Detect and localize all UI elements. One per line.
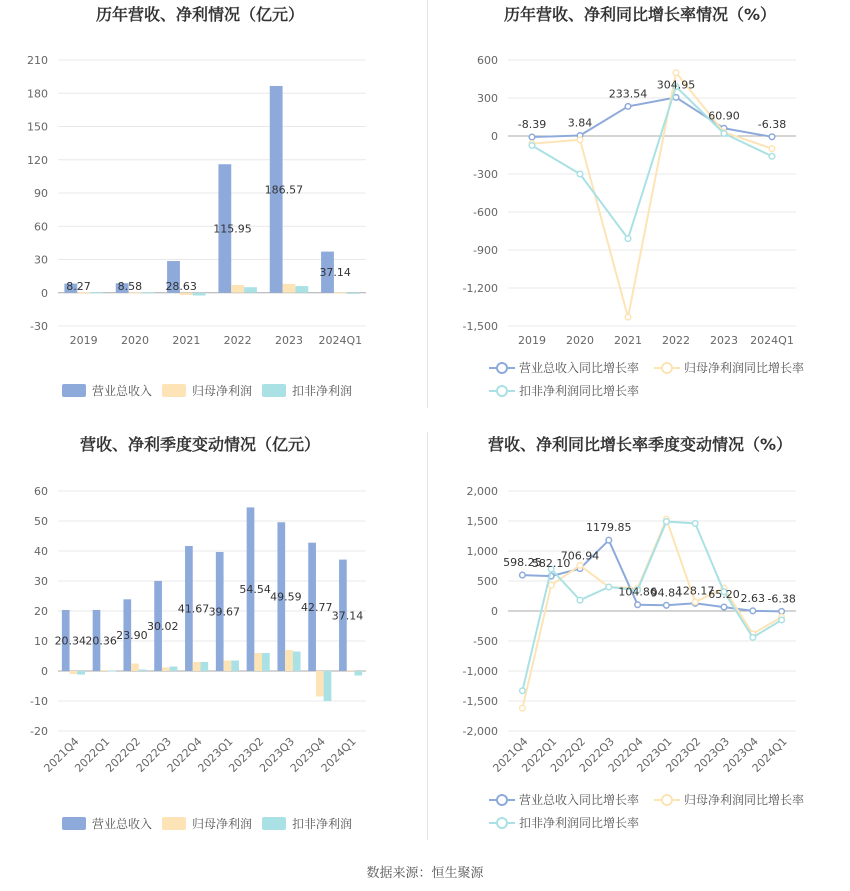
bar	[244, 287, 257, 293]
x-tick-label: 2023Q2	[663, 734, 704, 775]
x-tick-label: 2023Q2	[226, 734, 267, 775]
data-label: 8.27	[66, 279, 91, 293]
x-tick-label: 2024Q1	[318, 734, 359, 775]
legend-item[interactable]	[654, 792, 804, 807]
legend-item[interactable]	[654, 360, 804, 375]
data-label: 37.14	[331, 609, 364, 623]
bar	[324, 671, 332, 701]
bar	[180, 293, 193, 295]
legend-label: 扣非净利润同比增长率	[519, 816, 640, 830]
legend-item[interactable]	[62, 383, 152, 398]
x-tick-label: 2021Q4	[490, 734, 531, 775]
bar	[285, 650, 293, 671]
data-label: 115.95	[213, 222, 252, 236]
x-tick-label: 2021Q4	[41, 734, 82, 775]
x-tick-label: 2023Q3	[257, 734, 298, 775]
y-tick-label: 300	[477, 92, 498, 105]
x-tick-label: 2023	[710, 334, 738, 347]
series-point	[606, 584, 612, 590]
data-label: 41.67	[177, 602, 210, 616]
chart-title: 历年营收、净利同比增长率情况（%）	[503, 5, 777, 24]
chart-quarterly-growth-rate-svg	[425, 430, 850, 860]
data-label: 60.90	[708, 109, 740, 123]
data-label: 582.10	[531, 557, 571, 571]
bar	[108, 670, 116, 671]
data-label: 42.77	[300, 600, 333, 614]
legend-label: 扣非净利润	[292, 817, 353, 831]
bar	[224, 661, 232, 672]
series-point	[577, 137, 583, 143]
x-tick-label: 2022Q4	[164, 734, 205, 775]
legend-swatch-marker	[662, 363, 672, 373]
chart-annual-growth-rate	[425, 0, 850, 430]
y-tick-label: 2,000	[466, 485, 498, 498]
y-tick-label: 0	[491, 605, 498, 618]
legend-swatch	[162, 384, 186, 397]
data-label: 128.17	[675, 584, 715, 598]
bar	[131, 664, 139, 672]
series-point	[692, 521, 698, 527]
y-tick-label: -1,000	[462, 665, 498, 678]
legend-swatch	[62, 817, 86, 830]
y-tick-label: 60	[34, 220, 48, 234]
bar	[354, 671, 362, 676]
series-point	[548, 582, 554, 588]
bar	[100, 670, 108, 671]
y-tick-label: 180	[27, 87, 48, 101]
x-tick-label: 2023	[275, 334, 303, 347]
chart-annual-growth-rate-svg	[425, 0, 850, 430]
legend-item[interactable]	[162, 816, 252, 831]
vertical-divider-bottom	[427, 432, 428, 840]
y-tick-label: 20	[34, 605, 48, 618]
data-label: 28.63	[165, 279, 197, 293]
x-tick-label: 2022Q4	[605, 734, 646, 775]
legend-swatch-marker	[497, 795, 507, 805]
series-point	[692, 599, 698, 605]
series-point	[520, 572, 526, 578]
y-tick-label: 10	[34, 635, 48, 648]
series-point	[529, 143, 535, 149]
x-tick-label: 2023Q1	[195, 734, 236, 775]
chart-title: 营收、净利同比增长率季度变动情况（%）	[487, 435, 793, 454]
y-tick-label: 40	[34, 545, 48, 558]
series-point	[625, 236, 631, 242]
legend-item[interactable]	[489, 383, 639, 398]
series-point	[769, 153, 775, 159]
series-point	[577, 597, 583, 603]
chart-title: 营收、净利季度变动情况（亿元）	[79, 435, 321, 454]
series-point	[779, 609, 785, 615]
x-tick-label: 2022	[223, 334, 252, 347]
series-point	[769, 134, 775, 140]
y-tick-label: 30	[34, 253, 48, 267]
y-tick-label: -30	[30, 320, 48, 333]
x-tick-label: 2023Q4	[287, 734, 328, 775]
series-point	[721, 604, 727, 610]
legend-swatch-marker	[662, 795, 672, 805]
data-label: -6.38	[757, 117, 787, 131]
y-tick-label: 0	[491, 130, 498, 143]
data-label: 304.95	[656, 78, 696, 92]
x-tick-label: 2022Q1	[519, 734, 560, 775]
data-label: 233.54	[608, 87, 648, 101]
legend-label: 营业总收入同比增长率	[519, 361, 640, 375]
legend-label: 归母净利润同比增长率	[684, 793, 805, 807]
y-tick-label: 50	[34, 515, 48, 528]
x-tick-label: 2024Q1	[750, 334, 794, 347]
data-label: 54.54	[239, 583, 271, 597]
series-point	[750, 635, 756, 641]
legend-item[interactable]	[489, 815, 639, 830]
x-tick-label: 2024Q1	[318, 334, 363, 347]
chart-quarterly-revenue-profit	[0, 430, 425, 860]
series-point	[577, 171, 583, 177]
y-tick-label: -900	[473, 244, 498, 257]
data-label: 23.90	[116, 629, 148, 643]
bar	[77, 671, 85, 675]
series-point	[664, 519, 670, 525]
series-point	[529, 134, 535, 140]
bar	[170, 667, 178, 672]
data-label: 8.58	[117, 279, 143, 293]
data-label: -6.38	[767, 592, 796, 606]
y-tick-label: -300	[473, 168, 498, 181]
y-tick-label: 0	[41, 286, 48, 300]
bar	[347, 670, 355, 671]
data-label: 1179.85	[586, 521, 632, 535]
data-label: 20.34	[54, 634, 87, 648]
bar	[347, 293, 360, 294]
chart-annual-revenue-profit	[0, 0, 425, 430]
bar	[162, 667, 170, 671]
data-label: 49.59	[270, 590, 302, 604]
y-tick-label: 90	[34, 187, 48, 200]
y-tick-label: 1,500	[466, 515, 498, 528]
data-source-note: 数据来源：恒生聚源	[366, 866, 484, 881]
y-tick-label: 60	[34, 485, 48, 498]
y-tick-label: -2,000	[462, 725, 498, 738]
y-tick-label: -1,500	[462, 695, 498, 708]
series-point	[750, 608, 756, 614]
bar	[139, 670, 147, 672]
bar	[254, 653, 262, 671]
chart-quarterly-revenue-profit-svg	[0, 430, 425, 860]
bar	[295, 286, 308, 293]
legend-swatch-marker	[497, 386, 507, 396]
y-tick-label: 1,000	[466, 545, 498, 558]
series-point	[606, 537, 612, 543]
y-tick-label: -1,500	[462, 320, 498, 333]
chart-quarterly-growth-rate	[425, 430, 850, 860]
series-point	[635, 602, 641, 608]
series-point	[577, 563, 583, 569]
bar	[193, 662, 201, 671]
legend-item[interactable]	[489, 792, 639, 807]
bar	[90, 292, 103, 293]
bar	[334, 292, 347, 293]
series-point	[625, 314, 631, 320]
x-tick-label: 2023Q4	[720, 734, 761, 775]
y-tick-label: -600	[473, 206, 498, 219]
chart-title: 历年营收、净利情况（亿元）	[95, 5, 305, 24]
legend-swatch	[262, 384, 286, 397]
x-tick-label: 2022Q2	[103, 734, 144, 775]
y-tick-label: -20	[30, 725, 48, 738]
data-label: 3.84	[567, 116, 593, 130]
y-tick-label: 210	[27, 54, 48, 67]
series-point	[769, 146, 775, 152]
x-tick-label: 2020	[566, 334, 594, 347]
legend-label: 营业总收入	[92, 384, 153, 398]
legend-item[interactable]	[162, 383, 252, 398]
legend-swatch-marker	[497, 363, 507, 373]
x-tick-label: 2019	[69, 334, 98, 347]
data-label: 186.57	[264, 183, 304, 197]
data-label: 94.84	[650, 586, 683, 600]
series-point	[721, 131, 727, 137]
y-tick-label: 500	[477, 575, 498, 588]
bar	[70, 671, 78, 674]
x-tick-label: 2022	[662, 334, 690, 347]
x-tick-label: 2021	[614, 334, 642, 347]
data-label: 20.36	[85, 634, 117, 648]
legend-label: 营业总收入同比增长率	[519, 793, 640, 807]
legend-label: 扣非净利润同比增长率	[519, 384, 640, 398]
bar	[193, 293, 206, 296]
legend-swatch	[162, 817, 186, 830]
bar	[231, 661, 239, 672]
series-point	[520, 688, 526, 694]
series-point	[779, 617, 785, 623]
y-tick-label: 120	[27, 153, 48, 167]
y-tick-label: 30	[34, 575, 48, 588]
legend-label: 扣非净利润	[292, 384, 353, 398]
y-tick-label: -10	[30, 695, 48, 708]
data-label: 30.02	[146, 619, 179, 633]
series-point	[520, 705, 526, 711]
y-tick-label: 600	[477, 54, 498, 67]
bar	[231, 285, 244, 293]
x-tick-label: 2023Q1	[634, 734, 675, 775]
y-tick-label: 0	[41, 665, 48, 678]
x-tick-label: 2020	[121, 334, 149, 347]
x-tick-label: 2022Q3	[576, 734, 617, 775]
series-line	[522, 522, 781, 691]
x-tick-label: 2021	[172, 334, 201, 347]
legend-label: 归母净利润	[192, 384, 253, 398]
bar	[262, 653, 270, 671]
data-label: 65.20	[708, 588, 740, 602]
legend-item[interactable]	[489, 360, 639, 375]
data-label: 598.25	[503, 556, 542, 570]
legend-swatch	[62, 384, 86, 397]
data-label: -8.39	[517, 118, 547, 132]
legend-swatch-marker	[497, 818, 507, 828]
x-tick-label: 2024Q1	[749, 734, 790, 775]
bar	[283, 284, 296, 293]
data-label: 39.67	[208, 605, 241, 619]
x-tick-label: 2022Q1	[72, 734, 113, 775]
series-point	[625, 104, 631, 110]
legend-item[interactable]	[262, 816, 352, 831]
legend-label: 归母净利润	[192, 817, 253, 831]
x-tick-label: 2023Q3	[692, 734, 733, 775]
x-tick-label: 2022Q3	[133, 734, 174, 775]
legend-item[interactable]	[62, 816, 152, 831]
series-line	[522, 519, 781, 708]
x-tick-label: 2019	[518, 334, 546, 347]
vertical-divider-top	[427, 0, 428, 408]
y-tick-label: 150	[27, 120, 48, 134]
y-tick-label: -500	[473, 635, 498, 648]
series-point	[664, 603, 670, 609]
data-label: 37.14	[319, 266, 351, 280]
chart-annual-revenue-profit-svg	[0, 0, 425, 430]
bar	[141, 292, 154, 293]
bar	[200, 662, 208, 671]
data-label: 706.94	[560, 549, 600, 563]
legend-label: 营业总收入	[92, 817, 153, 831]
x-tick-label: 2022Q2	[548, 734, 589, 775]
legend-swatch	[262, 817, 286, 830]
y-tick-label: -1,200	[462, 282, 498, 295]
legend-label: 归母净利润同比增长率	[684, 361, 805, 375]
series-point	[673, 70, 679, 76]
data-label: 104.86	[618, 585, 657, 599]
legend-item[interactable]	[262, 383, 352, 398]
bar	[293, 652, 301, 672]
data-label: 2.63	[740, 591, 766, 605]
bar	[316, 671, 324, 697]
